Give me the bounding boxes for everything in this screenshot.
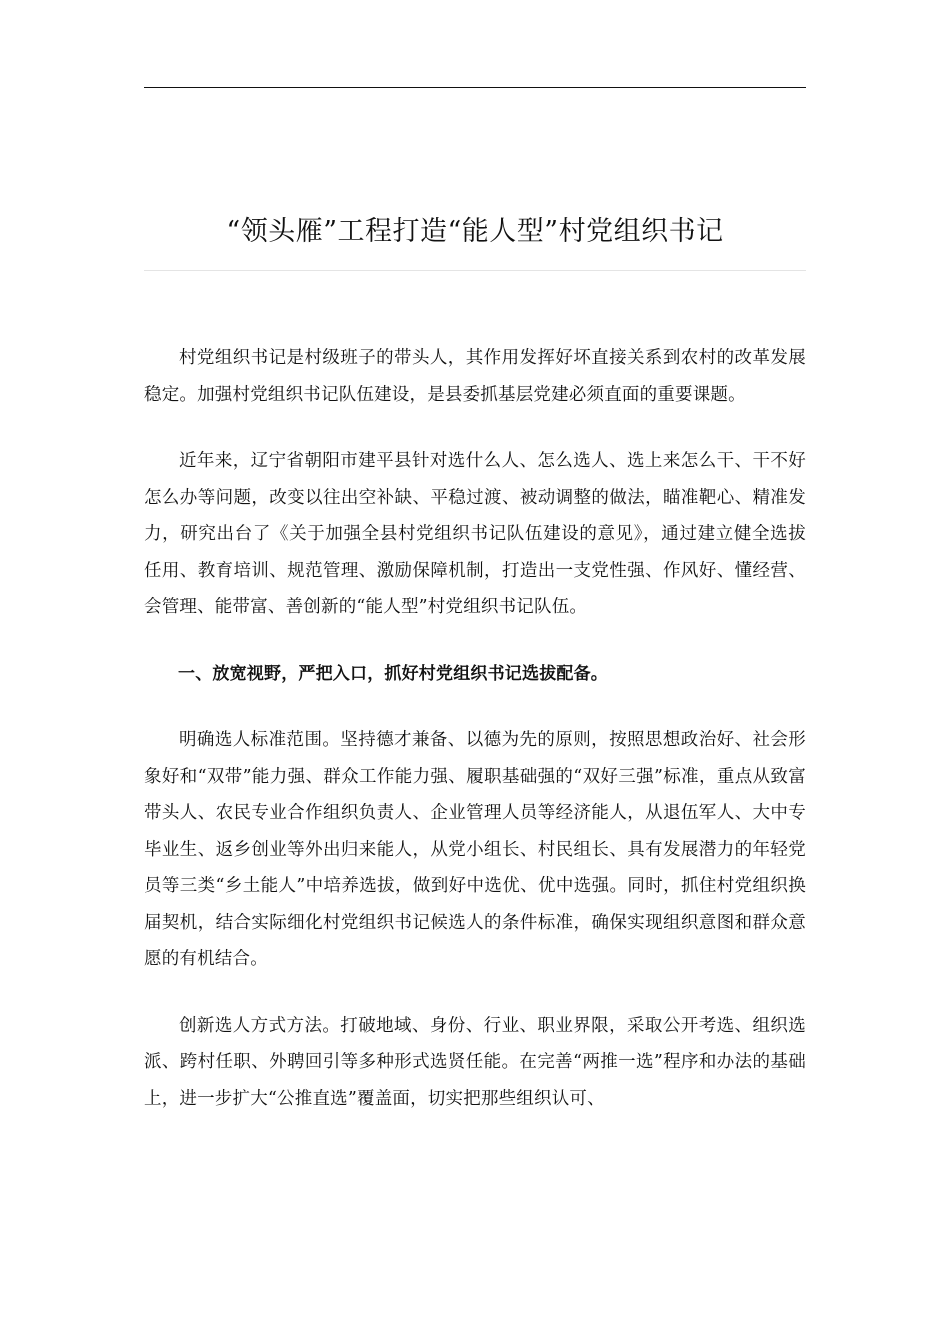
header-rule bbox=[144, 87, 806, 88]
paragraph-background: 近年来，辽宁省朝阳市建平县针对选什么人、怎么选人、选上来怎么干、干不好怎么办等问题，改变以往出空补缺、平稳过渡、被动调整的做法，瞄准靶心、精准发力，研究出台了《关于加强全县村党组织书记队伍建设的意见》，通过建立健全选拔任用、教育培训、规范管理、激励保障机制，打造出一支党性强、作风好、懂经营、会管理、能带富、善创新的“能人型”村党组织书记队伍。 bbox=[144, 451, 806, 617]
document-body bbox=[144, 340, 806, 1147]
paragraph-selection-methods: 创新选人方式方法。打破地域、身份、行业、职业界限，采取公开考选、组织选派、跨村任职、外聘回引等多种形式选贤任能。在完善“两推一选”程序和办法的基础上，进一步扩大“公推直选”覆盖面，切实把那些组织认可、 bbox=[144, 1015, 806, 1109]
paragraph-selection-standards: 明确选人标准范围。坚持德才兼备、以德为先的原则，按照思想政治好、社会形象好和“双带”能力强、群众工作能力强、履职基础强的“双好三强”标准，重点从致富带头人、农民专业合作组织负责人、企业管理人员等经济能人，从退伍军人、大中专毕业生、返乡创业等外出归来能人，从党小组长、村民组长、具有发展潜力的年轻党员等三类“乡土能人”中培养选拔，做到好中选优、优中选强。同时，抓住村党组织换届契机，结合实际细化村党组织书记候选人的条件标准，确保实现组织意图和群众意愿的有机结合。 bbox=[144, 730, 806, 969]
paragraph-intro: 村党组织书记是村级班子的带头人，其作用发挥好坏直接关系到农村的改革发展稳定。加强村党组织书记队伍建设，是县委抓基层党建必须直面的重要课题。 bbox=[144, 348, 806, 405]
document-title: “领头雁”工程打造“能人型”村党组织书记 bbox=[226, 216, 724, 247]
section-heading-1: 一、放宽视野，严把入口，抓好村党组织书记选拔配备。 bbox=[178, 663, 608, 684]
title-divider bbox=[144, 270, 806, 271]
